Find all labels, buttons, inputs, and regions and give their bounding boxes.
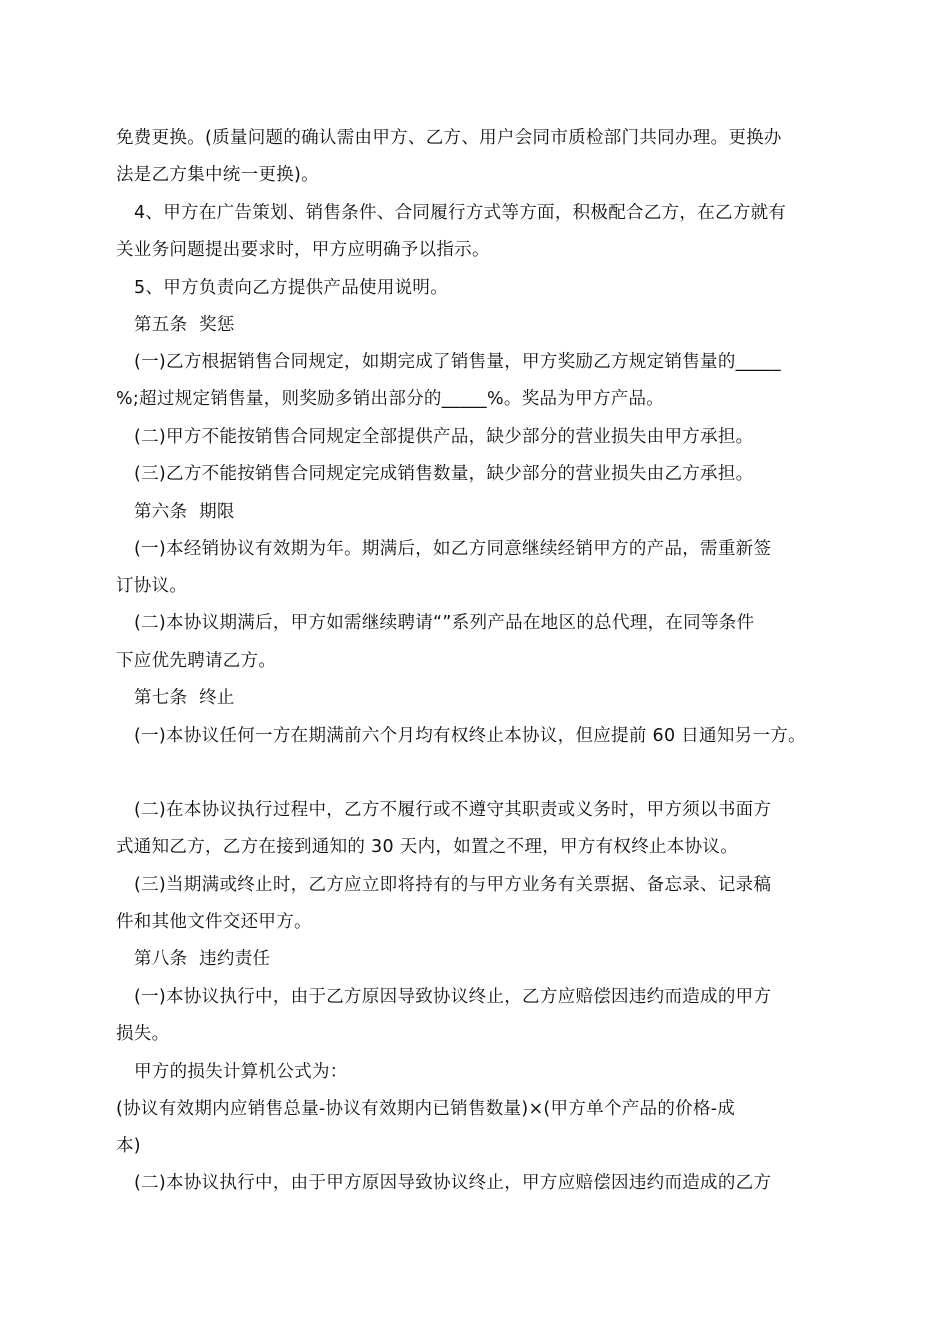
paragraph-line: (二)甲方不能按销售合同规定全部提供产品，缺少部分的营业损失由甲方承担。: [134, 427, 754, 447]
section-heading: 第八条 违约责任: [134, 949, 271, 969]
paragraph-line: (一)本协议任何一方在期满前六个月均有权终止本协议，但应提前 60 日通知另一方。: [134, 726, 806, 746]
paragraph-line: 4、甲方在广告策划、销售条件、合同履行方式等方面，积极配合乙方，在乙方就有: [134, 203, 787, 223]
paragraph-line: (三)乙方不能按销售合同规定完成销售数量，缺少部分的营业损失由乙方承担。: [134, 464, 754, 484]
paragraph-line: (一)本经销协议有效期为年。期满后，如乙方同意继续经销甲方的产品，需重新签: [134, 539, 772, 559]
paragraph-line: (二)本协议执行中，由于甲方原因导致协议终止，甲方应赔偿因违约而造成的乙方: [134, 1173, 772, 1193]
section-heading: 第五条 奖惩: [134, 315, 235, 335]
section-heading: 第六条 期限: [134, 502, 235, 522]
paragraph-line: (一)乙方根据销售合同规定，如期完成了销售量，甲方奖励乙方规定销售量的_____: [134, 352, 781, 372]
paragraph-line: 法是乙方集中统一更换)。: [116, 165, 319, 185]
paragraph-line: 订协议。: [116, 576, 188, 596]
paragraph-line: (二)在本协议执行过程中，乙方不履行或不遵守其职责或义务时，甲方须以书面方: [134, 800, 772, 820]
paragraph-line: 件和其他文件交还甲方。: [116, 912, 312, 932]
paragraph-line: 下应优先聘请乙方。: [116, 651, 277, 671]
paragraph-line: (二)本协议期满后，甲方如需继续聘请“”系列产品在地区的总代理，在同等条件: [134, 613, 755, 633]
section-heading: 第七条 终止: [134, 688, 235, 708]
paragraph-line: (三)当期满或终止时，乙方应立即将持有的与甲方业务有关票据、备忘录、记录稿: [134, 875, 772, 895]
paragraph-line: 式通知乙方，乙方在接到通知的 30 天内，如置之不理，甲方有权终止本协议。: [116, 837, 738, 857]
paragraph-line: 损失。: [116, 1024, 170, 1044]
paragraph-line: (一)本协议执行中，由于乙方原因导致协议终止，乙方应赔偿因违约而造成的甲方: [134, 987, 772, 1007]
paragraph-line: 5、甲方负责向乙方提供产品使用说明。: [134, 278, 449, 298]
formula-line: 本): [116, 1136, 141, 1156]
paragraph-line: %;超过规定销售量，则奖励多销出部分的_____%。奖品为甲方产品。: [116, 389, 665, 409]
paragraph-line: 免费更换。(质量问题的确认需由甲方、乙方、用户会同市质检部门共同办理。更换办: [116, 128, 782, 148]
formula-line: (协议有效期内应销售总量-协议有效期内已销售数量)×(甲方单个产品的价格-成: [116, 1099, 736, 1119]
paragraph-line: 关业务问题提出要求时，甲方应明确予以指示。: [116, 240, 490, 260]
paragraph-line: 甲方的损失计算机公式为：: [134, 1062, 348, 1082]
